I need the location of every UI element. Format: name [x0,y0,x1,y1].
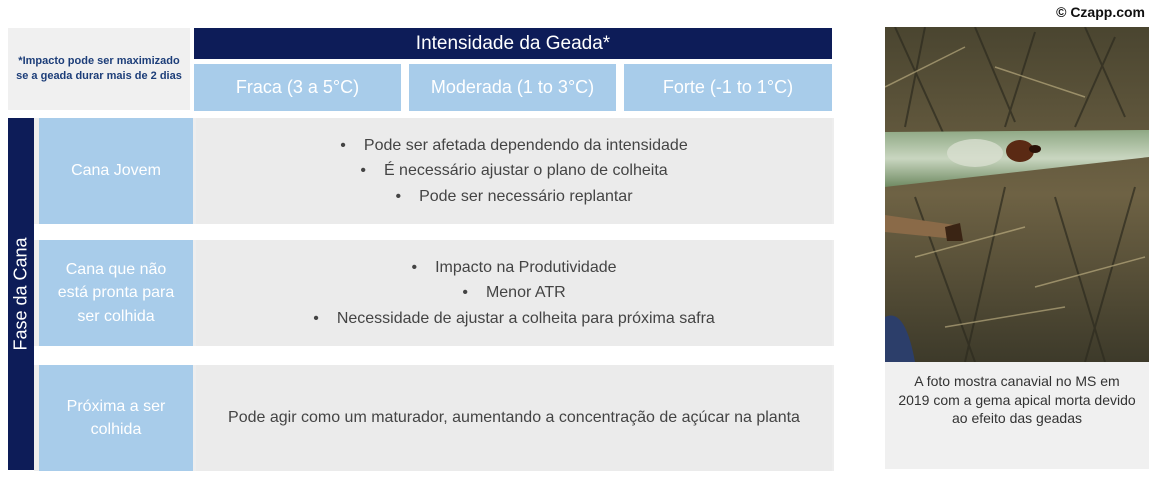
list-item: • Pode ser afetada dependendo da intensidade [340,133,687,158]
frost-damaged-cane-photo [885,27,1149,362]
phase-young-cane: Cana Jovem [39,118,193,224]
list-item: • Menor ATR [462,280,565,305]
impact-note: *Impacto pode ser maximizado se a geada durar mais de 2 dias [8,28,190,110]
side-label-text: Fase da Cana [10,237,31,351]
copyright-label: © Czapp.com [1056,4,1145,20]
level-moderate-header: Moderada (1 to 3°C) [409,64,616,111]
impact-text: Pode agir como um maturador, aumentando a concentração de açúcar na planta [228,409,800,427]
list-item: • É necessário ajustar o plano de colheita [360,158,667,183]
level-weak-header: Fraca (3 a 5°C) [194,64,401,111]
level-strong-header: Forte (-1 to 1°C) [624,64,832,111]
list-item: • Impacto na Produtividade [411,255,616,280]
list-item: • Pode ser necessário replantar [395,184,632,209]
young-cane-impact-cell [196,118,832,224]
frost-intensity-title: Intensidade da Geada* [194,28,832,59]
cane-phase-side-label [8,118,34,470]
phase-not-ready: Cana que não está pronta para ser colhida [39,240,193,346]
photo-caption: A foto mostra canavial no MS em 2019 com a gema apical morta devido ao efeito das geadas [885,362,1149,469]
phase-near-harvest: Próxima a ser colhida [39,365,193,471]
not-ready-impact-cell [196,240,832,346]
list-item: • Necessidade de ajustar a colheita para próxima safra [313,306,715,331]
near-harvest-impact-cell [196,365,832,471]
